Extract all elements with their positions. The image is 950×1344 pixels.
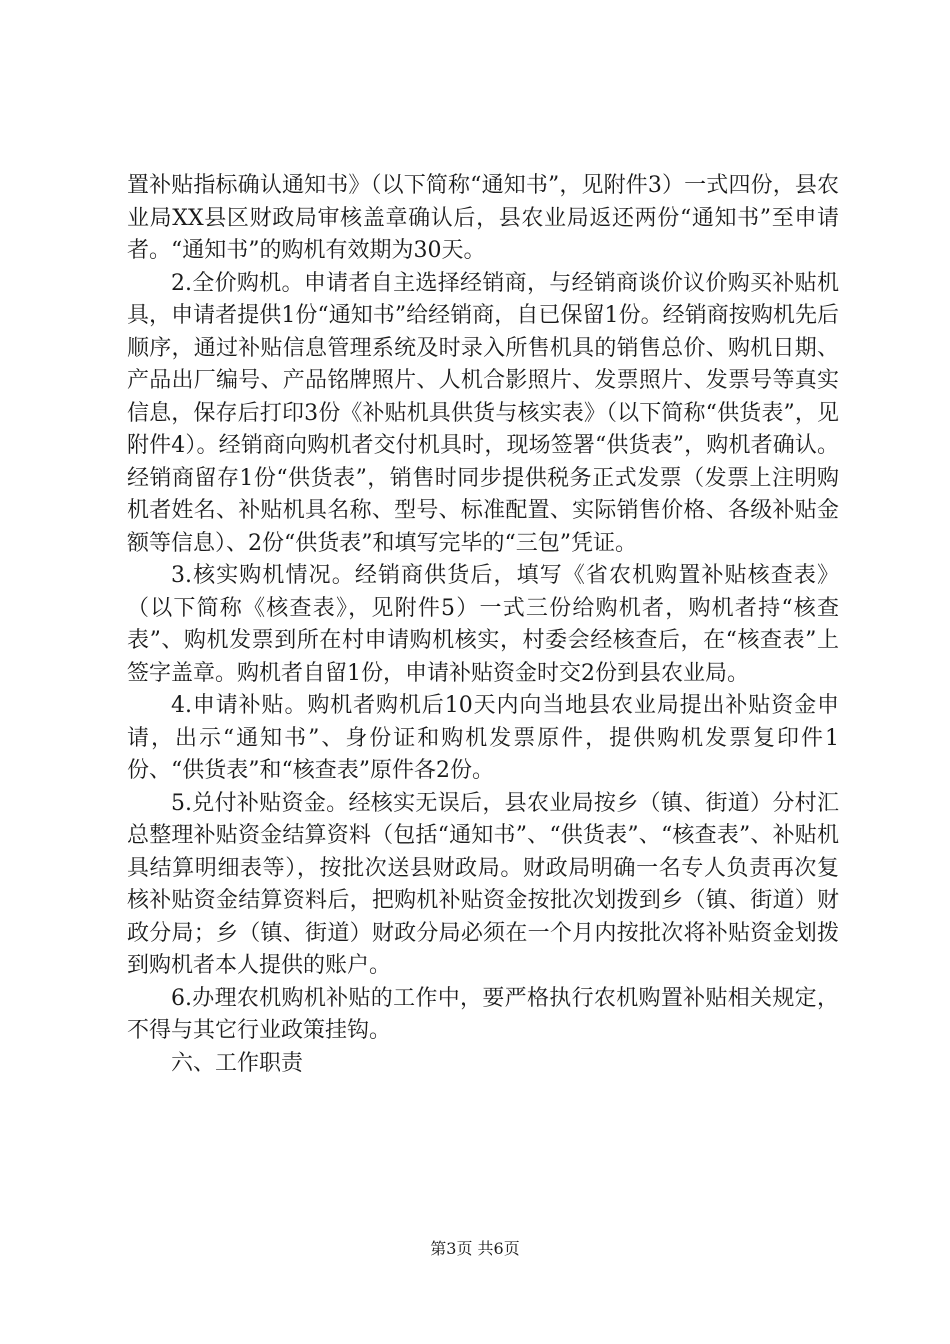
- paragraph-continuation: 置补贴指标确认通知书》（以下简称“通知书”，见附件3）一式四份，县农业局XX县区财政局审核盖章确认后，县农业局返还两份“通知书”至申请者。“通知书”的购机有效期为30天。: [127, 173, 839, 263]
- page-number-label: 第3页 共6页: [430, 1239, 520, 1258]
- paragraph-item-4: 4.申请补贴。购机者购机后10天内向当地县农业局提出补贴资金申请，出示“通知书”、身份证和购机发票原件，提供购机发票复印件1份、“供货表”和“核查表”原件各2份。: [127, 693, 839, 783]
- section-heading: 六、工作职责: [171, 1050, 304, 1076]
- paragraph-item-2: 2.全价购机。申请者自主选择经销商，与经销商谈价议价购买补贴机具，申请者提供1份“通知书”给经销商，自已保留1份。经销商按购机先后顺序，通过补贴信息管理系统及时录入所售机具的销售总价、购机日期、产品出厂编号、产品铭牌照片、人机合影照片、发票照片、发票号等真实信息，保存后打印3份《补贴机具供货与核实表》（以下简称“供货表”，见附件4）。经销商向购机者交付机具时，现场签署“供货表”，购机者确认。经销商留存1份“供货表”，销售时同步提供税务正式发票（发票上注明购机者姓名、补贴机具名称、型号、标准配置、实际销售价格、各级补贴金额等信息）、2份“供货表”和填写完毕的“三包”凭证。: [127, 270, 839, 556]
- document-body: [127, 170, 839, 1080]
- paragraph-item-6: 6.办理农机购机补贴的工作中，要严格执行农机购置补贴相关规定，不得与其它行业政策挂钩。: [127, 985, 839, 1043]
- paragraph-item-3: 3.核实购机情况。经销商供货后，填写《省农机购置补贴核查表》（以下简称《核查表》，见附件5）一式三份给购机者，购机者持“核查表”、购机发票到所在村申请购机核实，村委会经核查后，在“核查表”上签字盖章。购机者自留1份，申请补贴资金时交2份到县农业局。: [127, 563, 839, 686]
- paragraph-item-5: 5.兑付补贴资金。经核实无误后，县农业局按乡（镇、街道）分村汇总整理补贴资金结算资料（包括“通知书”、“供货表”、“核查表”、补贴机具结算明细表等），按批次送县财政局。财政局明确一名专人负责再次复核补贴资金结算资料后，把购机补贴资金按批次划拨到乡（镇、街道）财政分局；乡（镇、街道）财政分局必须在一个月内按批次将补贴资金划拨到购机者本人提供的账户。: [127, 790, 839, 978]
- page-footer: [0, 1239, 950, 1259]
